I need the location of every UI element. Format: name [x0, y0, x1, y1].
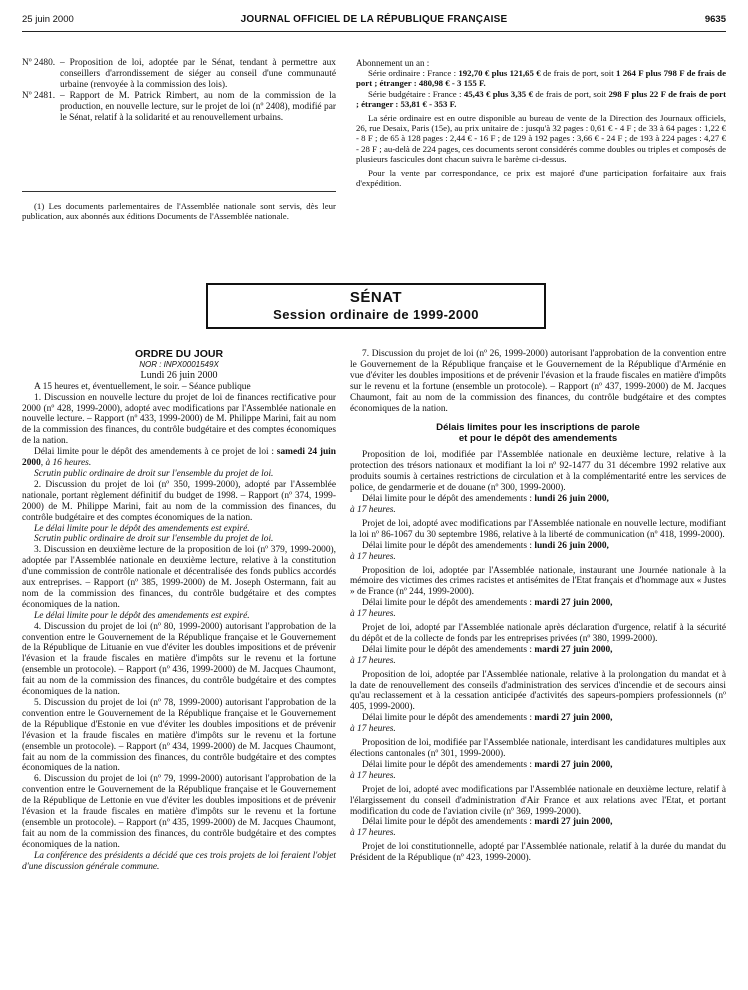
document-text: – Proposition de loi, adoptée par le Sénat, tendant à permettre aux conseillers d'arrondissement de siéger au conseil d'une communauté urbaine (renvoyée à la commission des lois). — [60, 58, 336, 90]
sitting-date: Lundi 26 juin 2000 — [140, 369, 218, 381]
agenda-right-column — [350, 349, 726, 864]
deadline-expired-note: Le délai limite pour le dépôt des amendements est expiré. — [34, 523, 250, 534]
bill-entry: Proposition de loi, adoptée par l'Assemblée nationale, instaurant une Journée nationale à la mémoire des victimes des crimes racistes et antisémites de l'Etat français et d'hommage aux « Justes » de France (nº 244, 1999-2000). — [350, 565, 726, 598]
deadlines-heading: Délais limites pour les inscriptions de parole et pour le dépôt des amendements — [436, 422, 640, 445]
agenda-left-column — [22, 349, 336, 873]
bill-deadline: Délai limite pour le dépôt des amendements : mardi 27 juin 2000, — [362, 644, 613, 655]
header-journal-title: JOURNAL OFFICIEL DE LA RÉPUBLIQUE FRANÇAISE — [240, 14, 508, 25]
agenda-item-4: 4. Discussion du projet de loi (nº 80, 1999-2000) autorisant l'approbation de la convention entre le Gouvernement de la République française et le Gouvernement de la République de Lituanie en vue d'éviter les doubles impositions et de prévenir l'évasion et la fraude fiscales en matière d'impôts sur le revenu et la fortune (ensemble un protocole). – Rapport (nº 436, 1999-2000) de M. Jacques Chaumont, fait au nom de la commission des finances, du contrôle budgétaire et des comptes économiques de la nation. — [22, 621, 336, 698]
agenda-item-3: 3. Discussion en deuxième lecture de la proposition de loi (nº 379, 1999-2000), adoptée par l'Assemblée nationale en deuxième lecture, relative à la constitution d'une commission de contrôle nationale et décentralisée des fonds publics accordés aux entreprises. – Rapport (nº 385, 1999-2000) de M. Joseph Ostermann, fait au nom de la commission des finances, du contrôle budgétaire et des comptes économiques de la nation. — [22, 545, 336, 610]
serie-ordinaire: Série ordinaire : France : 192,70 € plus 121,65 € de frais de port, soit 1 264 F plus 798 F de frais de port ; étranger : 480,98 € - 3 155 F. — [356, 68, 726, 89]
sitting-time: A 15 heures et, éventuellement, le soir. – Séance publique — [34, 381, 251, 392]
session-subtitle: Session ordinaire de 1999-2000 — [273, 307, 479, 322]
bill-deadline: Délai limite pour le dépôt des amendements : mardi 27 juin 2000, — [362, 713, 613, 724]
bill-entry: Proposition de loi, modifiée par l'Assemblée nationale en deuxième lecture, relative à la protection des trésors nationaux et modifiant la loi nº 92-1477 du 31 décembre 1992 relative aux produits soumis à certaines restrictions de circulation et à la complémentarité entre les services de police, de gendarmerie et de douane (nº 300, 1999-2000). — [350, 450, 726, 494]
footnote: (1) Les documents parlementaires de l'Assemblée nationale sont servis, dès leur publication, aux abonnés aux éditions Documents de l'Assemblée nationale. — [22, 201, 336, 222]
bill-deadline-time: à 17 heures. — [350, 504, 396, 515]
document-text: – Rapport de M. Patrick Rimbert, au nom de la commission de la production, en nouvelle lecture, sur le projet de loi (nº 2408), modifié par le Sénat, relatif à la solidarité et au renouvellement urbains. — [60, 90, 336, 123]
bill-deadline: Délai limite pour le dépôt des amendements : lundi 26 juin 2000, — [362, 494, 609, 505]
bill-entry: Projet de loi, adopté par l'Assemblée nationale après déclaration d'urgence, relatif à la sécurité du dépôt et de la collecte de fonds par les entreprises privées (nº 380, 1999-2000). — [350, 623, 726, 644]
bill-deadline-time: à 17 heures. — [350, 609, 396, 620]
session-title-box — [206, 283, 546, 329]
bill-deadline: Délai limite pour le dépôt des amendements : lundi 26 juin 2000, — [362, 540, 609, 551]
header-rule — [22, 31, 726, 32]
bill-deadline-time: à 17 heures. — [350, 770, 396, 781]
subscription-block — [356, 58, 726, 188]
subscription-heading: Abonnement un an : — [356, 58, 430, 68]
conference-note: La conférence des présidents a décidé que ces trois projets de loi feraient l'objet d'une discussion générale commune. — [22, 850, 336, 872]
agenda-item-2: 2. Discussion du projet de loi (nº 350, 1999-2000), adopté par l'Assemblée nationale, portant règlement définitif du budget de 1998. – Rapport (nº 374, 1999-2000) de M. Philippe Marini, fait au nom de la commission des finances, du contrôle budgétaire et des comptes économiques de la nation. — [22, 479, 336, 523]
deadline-entries — [350, 450, 726, 839]
document-number: Nº 2481. — [22, 90, 56, 101]
last-entry: Projet de loi constitutionnelle, adopté par l'Assemblée nationale, relatif à la durée du mandat du Président de la République (nº 423, 1999-2000). — [350, 842, 726, 864]
nor-reference: NOR : INPX0001549X — [139, 359, 219, 369]
bill-entry: Projet de loi, adopté avec modifications par l'Assemblée nationale en nouvelle lecture, modifiant la loi nº 86-1067 du 30 septembre 1986, relative à la liberté de communication (nº 418, 1999-2000). — [350, 518, 726, 540]
footnote-rule — [22, 191, 336, 192]
senate-title: SÉNAT — [349, 289, 403, 306]
bill-deadline: Délai limite pour le dépôt des amendements : mardi 27 juin 2000, — [362, 598, 613, 609]
bill-deadline-time: à 17 heures. — [350, 724, 396, 735]
bill-entry: Proposition de loi, adoptée par l'Assemblée nationale, relative à la prolongation du mandat et à la date de renouvellement des conseils d'administration des services d'incendie et de secours ainsi qu'au reclassement et à la cessation anticipée d'activités des sapeurs-pompiers professionnels (nº 405, 1999-2000). — [350, 669, 726, 713]
public-vote-note: Scrutin public ordinaire de droit sur l'ensemble du projet de loi. — [34, 468, 274, 479]
unit-sale-text: La série ordinaire est en outre disponible au bureau de vente de la Direction des Journaux officiels, 26, rue Desaix, Paris (15e), au prix unitaire de : jusqu'à 32 pages : 0,61 € - 4 F ; de 33 à 64 pages : 1,22 € - 8 F ; de 65 à 128 pages : 2,44 € - 16 F ; de 129 à 192 pages : 3,66 € - 24 F ; de 193 à 224 pages : 4,27 € - 28 F ; au-delà de 224 pages, ces documents seront considérés comme doubles ou triples et composés de plusieurs fascicules dont chacun suivra le barème ci-dessus. — [356, 113, 726, 164]
bill-deadline-time: à 17 heures. — [350, 828, 396, 839]
header-page-number: 9635 — [704, 14, 726, 25]
agenda-item-1: 1. Discussion en nouvelle lecture du projet de loi de finances rectificative pour 2000 (nº 428, 1999-2000), adopté avec modifications par l'Assemblée nationale en nouvelle lecture. – Rapport (nº 433, 1999-2000) de M. Philippe Marini, fait au nom de la commission des finances, du contrôle budgétaire et des comptes économiques de la nation. — [22, 392, 336, 447]
bill-deadline: Délai limite pour le dépôt des amendements : mardi 27 juin 2000, — [362, 817, 613, 828]
mail-order-text: Pour la vente par correspondance, ce prix est majoré d'une participation forfaitaire aux frais d'expédition. — [356, 168, 726, 189]
document-item — [22, 91, 336, 124]
document-item — [22, 58, 336, 91]
deadline-expired-note: Le délai limite pour le dépôt des amendements est expiré. — [34, 610, 250, 621]
agenda-item-7: 7. Discussion du projet de loi (nº 26, 1999-2000) autorisant l'approbation de la convention entre le Gouvernement de la République française et le Gouvernement de la République d'Arménie en vue d'éviter les doubles impositions et de prévenir l'évasion et la fraude fiscales en matière d'impôts sur le revenu et la fortune (ensemble un protocole). – Rapport (nº 437, 1999-2000) de M. Jacques Chaumont, fait au nom de la commission des finances, du contrôle budgétaire et des comptes économiques de la nation. — [350, 349, 726, 414]
document-number: Nº 2480. — [22, 58, 56, 68]
bill-deadline-time: à 17 heures. — [350, 551, 396, 562]
bill-deadline-time: à 17 heures. — [350, 655, 396, 666]
header-date: 25 juin 2000 — [22, 14, 74, 25]
agenda-item-5: 5. Discussion du projet de loi (nº 78, 1999-2000) autorisant l'approbation de la convention entre le Gouvernement de la République française et le Gouvernement de la République d'Estonie en vue d'éviter les doubles impositions et de prévenir l'évasion et la fraude fiscales en matière d'impôts sur le revenu et la fortune (ensemble un protocole). – Rapport (nº 434, 1999-2000) de M. Jacques Chaumont, fait au nom de la commission des finances, du contrôle budgétaire et des comptes économiques de la nation. — [22, 698, 336, 774]
serie-budgetaire: Série budgétaire : France : 45,43 € plus 3,35 € de frais de port, soit 298 F plus 22 F de frais de port ; étranger : 53,81 € - 353 F. — [356, 88, 726, 109]
bill-entry: Proposition de loi, modifiée par l'Assemblée nationale, interdisant les candidatures multiples aux élections cantonales (nº 301, 1999-2000). — [350, 738, 726, 759]
top-left-block — [22, 58, 336, 123]
page-header — [22, 14, 726, 30]
agenda-item-6: 6. Discussion du projet de loi (nº 79, 1999-2000) autorisant l'approbation de la convention entre le Gouvernement de la République française et le Gouvernement de la République de Lettonie en vue d'éviter les doubles impositions et de prévenir l'évasion et la fraude fiscales en matière d'impôts sur le revenu et la fortune (ensemble un protocole). – Rapport (nº 435, 1999-2000) de M. Jacques Chaumont, fait au nom de la commission des finances, du contrôle budgétaire et des comptes économiques de la nation. — [22, 774, 336, 850]
agenda-heading: ORDRE DU JOUR — [134, 348, 224, 360]
deadline-item-1: Délai limite pour le dépôt des amendements à ce projet de loi : samedi 24 juin 2000, à 16 heures. — [22, 447, 337, 469]
public-vote-note: Scrutin public ordinaire de droit sur l'ensemble du projet de loi. — [34, 534, 274, 545]
bill-deadline: Délai limite pour le dépôt des amendements : mardi 27 juin 2000, — [362, 759, 613, 770]
bill-entry: Projet de loi, adopté avec modifications par l'Assemblée nationale en deuxième lecture, relatif à l'élargissement du conseil d'administration d'Air France et aux relations avec l'Etat, et portant modification du code de l'aviation civile (nº 369, 1999-2000). — [350, 784, 726, 817]
